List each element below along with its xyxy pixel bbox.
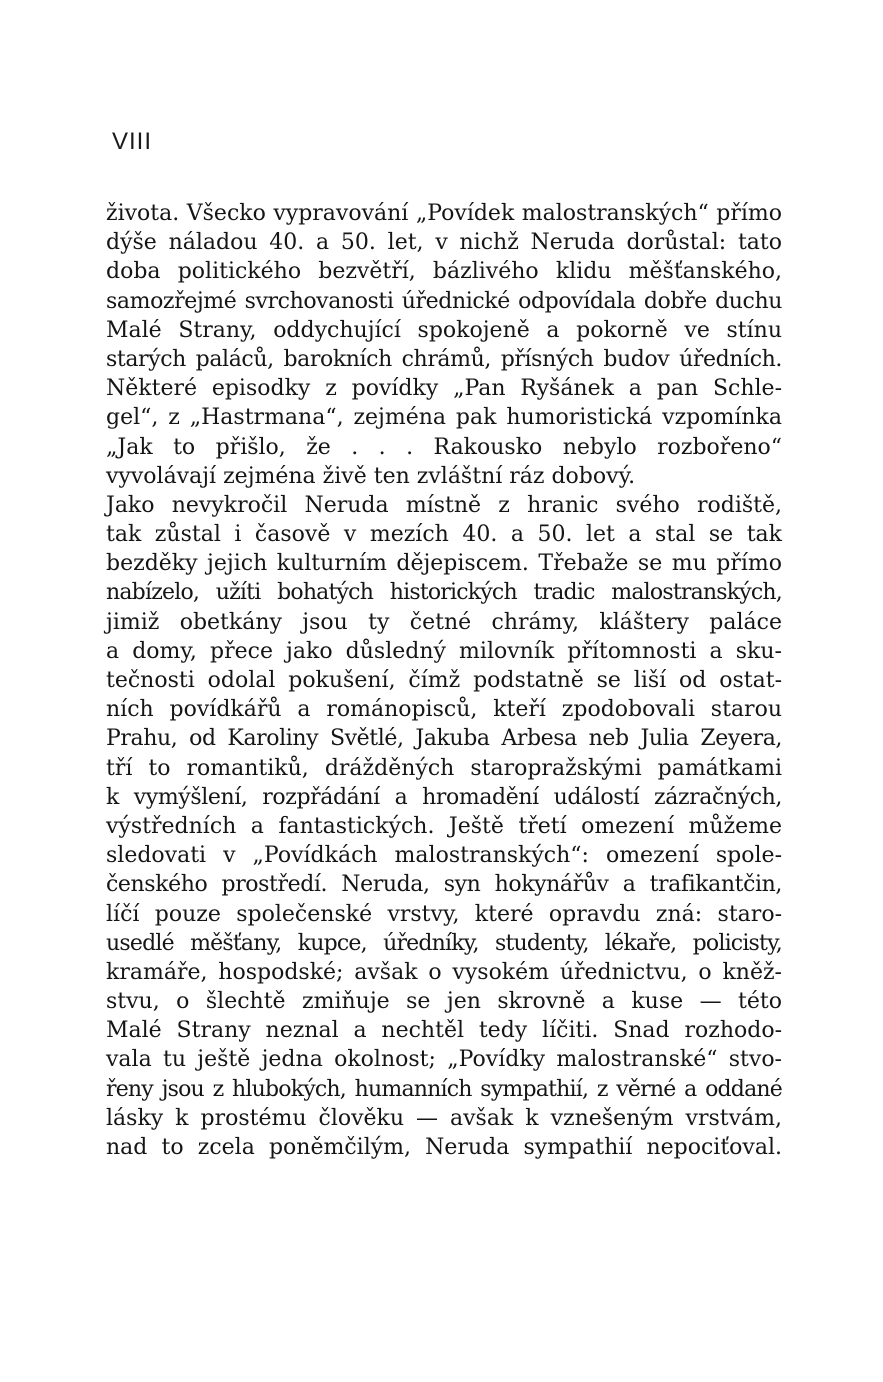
text-line: řeny jsou z hlubokých, humanních sympathií, z věrné a oddané xyxy=(106,1076,782,1102)
text-line: ních povídkářů a románopisců, kteří zpodobovali starou xyxy=(106,697,782,723)
text-line: usedlé měšťany, kupce, úředníky, studenty, lékaře, policisty, xyxy=(106,930,782,956)
text-line: vyvolávají zejména živě ten zvláštní ráz dobový. xyxy=(106,463,636,489)
body-text xyxy=(106,199,782,1162)
text-line: stvu, o šlechtě zmiňuje se jen skrovně a kuse — této xyxy=(106,989,782,1015)
text-line: „Jak to přišlo, že . . . Rakousko nebylo rozbořeno“ xyxy=(106,434,782,460)
text-line: života. Všecko vypravování „Povídek malostranských“ přímo xyxy=(106,201,782,226)
text-line: nad to zcela poněmčilým, Neruda sympathií nepociťoval. xyxy=(106,1135,782,1160)
text-line: čenského prostředí. Neruda, syn hokynářův a trafikantčin, xyxy=(106,872,782,898)
text-line: Prahu, od Karoliny Světlé, Jakuba Arbesa neb Julia Zeyera, xyxy=(106,726,782,752)
text-line: výstředních a fantastických. Ještě třetí omezení můžeme xyxy=(106,813,782,839)
text-line: Některé episodky z povídky „Pan Ryšánek a pan Schle- xyxy=(106,376,782,402)
text-line: samozřejmé svrchovanosti úřednické odpovídala dobře duchu xyxy=(106,288,782,314)
text-line: gel“, z „Hastrmana“, zejména pak humoristická vzpomínka xyxy=(106,405,782,431)
text-line: lásky k prostému člověku — avšak k vznešeným vrstvám, xyxy=(106,1105,782,1131)
text-line: doba politického bezvětří, bázlivého klidu měšťanského, xyxy=(106,259,782,285)
text-line: a domy, přece jako důsledný milovník přítomnosti a sku- xyxy=(106,638,782,664)
page-number: VIII xyxy=(112,128,153,155)
text-line: tak zůstal i časově v mezích 40. a 50. let a stal se tak xyxy=(106,522,782,548)
text-line: Malé Strany, oddychující spokojeně a pokorně ve stínu xyxy=(106,317,782,343)
text-line: jimiž obetkány jsou ty četné chrámy, kláštery paláce xyxy=(106,609,782,635)
text-line: Jako nevykročil Neruda místně z hranic svého rodiště, xyxy=(106,492,782,518)
text-line: k vymýšlení, rozpřádání a hromadění událostí zázračných, xyxy=(106,784,782,810)
text-line: líčí pouze společenské vrstvy, které opravdu zná: staro- xyxy=(106,901,782,927)
text-line: tečnosti odolal pokušení, čímž podstatně se liší od ostat- xyxy=(106,668,782,693)
text-line: dýše náladou 40. a 50. let, v nichž Neruda dorůstal: tato xyxy=(106,230,782,256)
text-line: kramáře, hospodské; avšak o vysokém úřednictvu, o kněž- xyxy=(106,959,782,985)
text-line: vala tu ještě jedna okolnost; „Povídky malostranské“ stvo- xyxy=(106,1047,782,1073)
text-line: Malé Strany neznal a nechtěl tedy líčiti. Snad rozhodo- xyxy=(106,1018,782,1044)
text-line: bezděky jejich kulturním dějepiscem. Třebaže se mu přímo xyxy=(106,551,782,577)
text-line: tří to romantiků, drážděných staropražskými památkami xyxy=(106,755,782,781)
text-line: sledovati v „Povídkách malostranských“: omezení spole- xyxy=(106,843,782,869)
text-line: starých paláců, barokních chrámů, přísných budov úředních. xyxy=(106,346,782,372)
text-line: nabízelo, užíti bohatých historických tradic malostranských, xyxy=(106,580,782,606)
